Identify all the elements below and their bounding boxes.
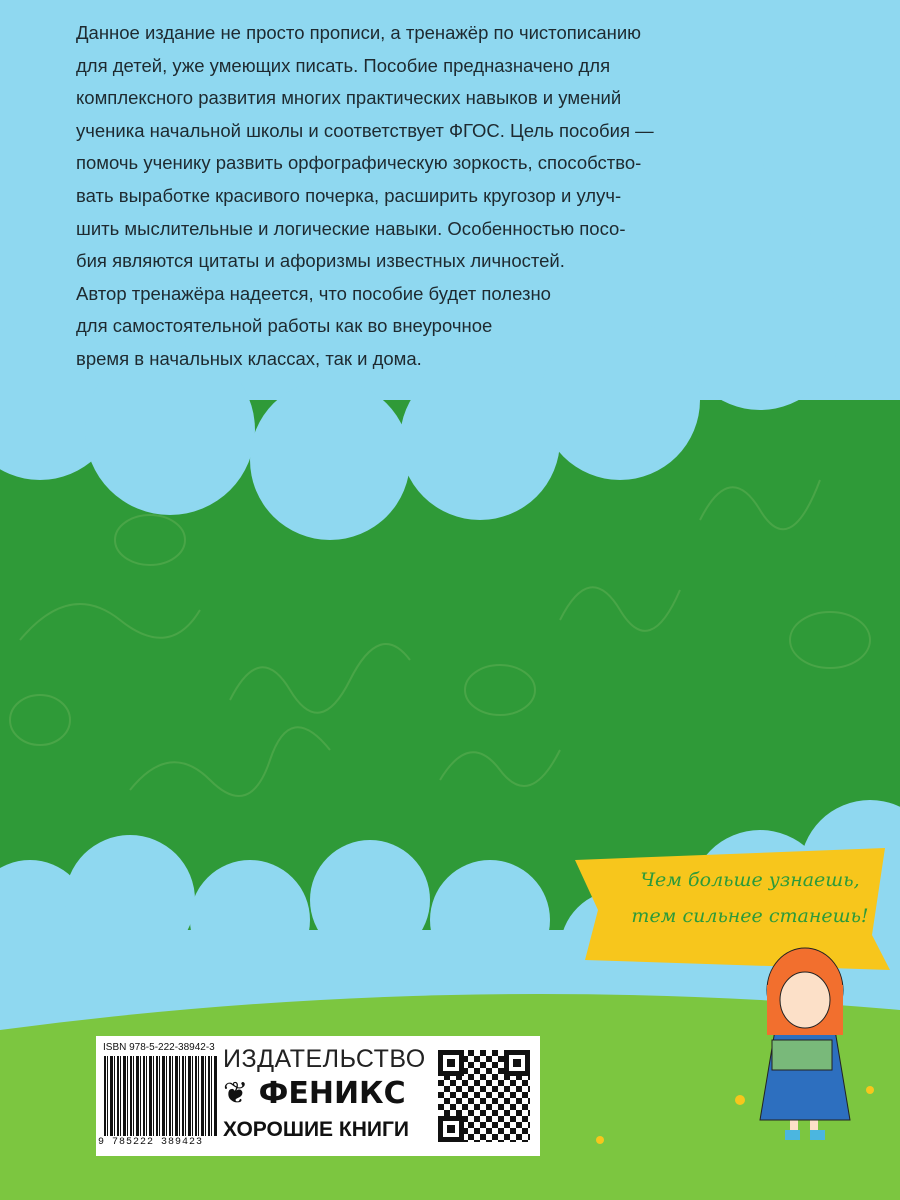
description-line: бия являются цитаты и афоризмы известных личностей. xyxy=(76,250,565,272)
imprint-box xyxy=(96,1036,540,1156)
description-line: для детей, уже умеющих писать. Пособие предназначено для xyxy=(76,54,611,76)
phoenix-icon: ❦ xyxy=(223,1076,259,1111)
publisher-logo xyxy=(223,1076,406,1111)
handwriting-pattern xyxy=(10,480,870,796)
isbn-label: ISBN 978-5-222-38942-3 xyxy=(103,1042,215,1053)
qr-code[interactable] xyxy=(438,1050,530,1142)
banner-line-1: Чем больше узнаешь, xyxy=(640,869,860,891)
publisher-name: ФЕНИКС xyxy=(258,1076,406,1111)
description-line: вать выработке красивого почерка, расширить кругозор и улуч- xyxy=(76,184,622,206)
book-description xyxy=(76,17,816,376)
description-line: комплексного развития многих практических навыков и умений xyxy=(76,87,622,109)
banner-line-2: тем сильнее станешь! xyxy=(631,905,869,927)
barcode xyxy=(104,1056,218,1136)
description-line: Автор тренажёра надеется, что пособие будет полезно xyxy=(76,282,551,304)
description-line: помочь ученику развить орфографическую зоркость, способство- xyxy=(76,152,642,174)
publisher-slogan: ХОРОШИЕ КНИГИ xyxy=(223,1118,409,1141)
description-line: ученика начальной школы и соответствует ФГОС. Цель пособия — xyxy=(76,119,654,141)
description-line: шить мыслительные и логические навыки. Особенностью посо- xyxy=(76,217,626,239)
barcode-digits: 9 785222 389423 xyxy=(98,1137,204,1148)
girl-illustration xyxy=(760,948,850,1140)
publisher-label: ИЗДАТЕЛЬСТВО xyxy=(223,1045,426,1073)
banner-quote xyxy=(590,862,900,934)
description-line: для самостоятельной работы как во внеурочное xyxy=(76,315,493,337)
description-line: время в начальных классах, так и дома. xyxy=(76,347,422,369)
description-line: Данное издание не просто прописи, а тренажёр по чистописанию xyxy=(76,22,642,43)
